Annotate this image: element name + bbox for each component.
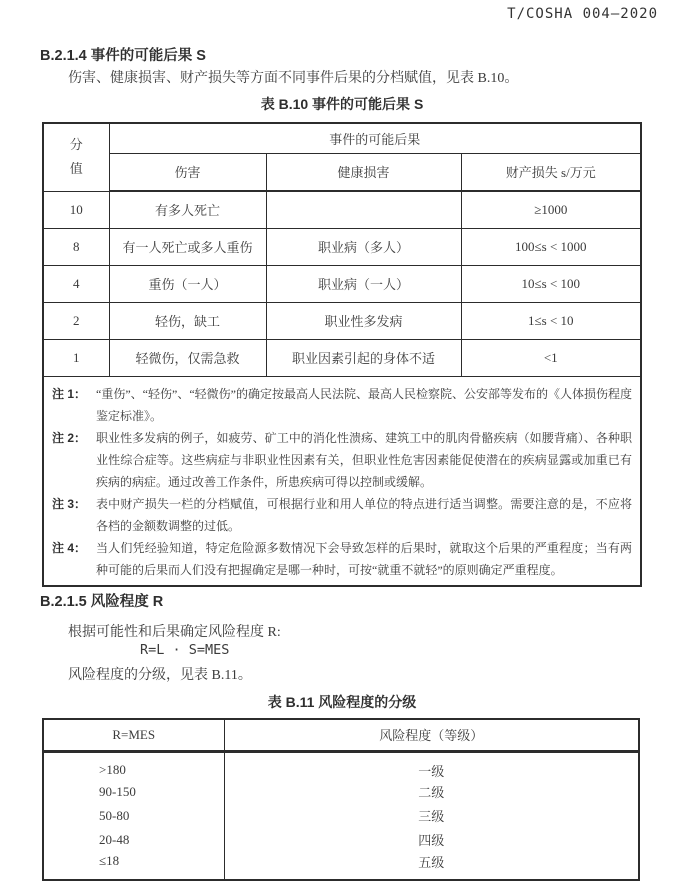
table-row bbox=[43, 265, 641, 302]
level-cell: 一级 bbox=[224, 751, 639, 780]
note-label: 注 1： bbox=[52, 386, 87, 401]
score-cell: 1 bbox=[43, 339, 109, 376]
loss-cell: <1 bbox=[461, 339, 641, 376]
note-text: 当人们凭经验知道，特定危险源多数情况下会导致怎样的后果时，就取这个后果的严重程度；当有两种可能的后果而人们没有把握确定是哪一种时，可按“就重不就轻”的原则确定严重程度。 bbox=[96, 540, 633, 577]
injury-cell: 轻伤，缺工 bbox=[109, 302, 266, 339]
section-heading-b215: B.2.1.5 风险程度 R bbox=[40, 594, 164, 610]
note-label: 注 3： bbox=[52, 496, 87, 511]
range-cell: 50-80 bbox=[43, 804, 224, 828]
header-group-cell: 事件的可能后果 bbox=[109, 123, 641, 153]
note-text: 职业性多发病的例子，如疲劳、矿工中的消化性溃疡、建筑工中的肌肉骨骼疾病（如腰背痛）、各种职业性综合症等。这些病症与非职业性因素有关，但职业性危害因素能促使潜在的疾病显露或加重已有疾病的病症。通过改善工作条件，所患疾病可得以控制或缓解。 bbox=[96, 430, 633, 489]
note-text: 表中财产损失一栏的分档赋值，可根据行业和用人单位的特点进行适当调整。需要注意的是，不应将各档的金额数调整的过低。 bbox=[96, 496, 633, 533]
health-cell: 职业性多发病 bbox=[266, 302, 461, 339]
header-score-cell bbox=[43, 123, 109, 191]
score-cell: 2 bbox=[43, 302, 109, 339]
health-cell: 职业病（多人） bbox=[266, 228, 461, 265]
note-item bbox=[52, 537, 632, 581]
level-cell: 二级 bbox=[224, 780, 639, 804]
injury-cell: 有多人死亡 bbox=[109, 191, 266, 228]
table-b11-caption: 表 B.11 风险程度的分级 bbox=[267, 694, 417, 710]
note-item bbox=[52, 427, 632, 493]
section-paragraph1-b215: 根据可能性和后果确定风险程度 R: bbox=[68, 625, 281, 640]
header-health-cell: 健康损害 bbox=[266, 153, 461, 191]
table-row bbox=[43, 228, 641, 265]
table-row bbox=[43, 852, 639, 880]
header-score-line1: 分 bbox=[69, 136, 83, 152]
health-cell: 职业病（一人） bbox=[266, 265, 461, 302]
table-row-notes bbox=[43, 376, 641, 586]
score-cell: 10 bbox=[43, 191, 109, 228]
score-cell: 8 bbox=[43, 228, 109, 265]
level-cell: 五级 bbox=[224, 852, 639, 880]
header-level-cell: 风险程度（等级） bbox=[224, 719, 639, 751]
loss-cell: 1≤s < 10 bbox=[461, 302, 641, 339]
range-cell: 20-48 bbox=[43, 828, 224, 852]
table-row bbox=[43, 780, 639, 804]
loss-cell: ≥1000 bbox=[461, 191, 641, 228]
level-cell: 四级 bbox=[224, 828, 639, 852]
table-row bbox=[43, 339, 641, 376]
header-injury-cell: 伤害 bbox=[109, 153, 266, 191]
section-paragraph2-b215: 风险程度的分级，见表 B.11。 bbox=[68, 668, 252, 683]
note-label: 注 2： bbox=[52, 430, 87, 445]
notes-cell bbox=[43, 376, 641, 586]
header-score-line2: 值 bbox=[69, 161, 83, 177]
note-item bbox=[52, 493, 632, 537]
range-cell: 90-150 bbox=[43, 780, 224, 804]
risk-formula: R=L · S=MES bbox=[140, 642, 230, 658]
table-row bbox=[43, 751, 639, 780]
header-loss-cell: 财产损失 s/万元 bbox=[461, 153, 641, 191]
range-cell: ≤18 bbox=[43, 852, 224, 880]
section-heading-b214: B.2.1.4 事件的可能后果 S bbox=[40, 48, 206, 64]
injury-cell: 轻微伤，仅需急救 bbox=[109, 339, 266, 376]
injury-cell: 有一人死亡或多人重伤 bbox=[109, 228, 266, 265]
doc-number: T/COSHA 004—2020 bbox=[507, 6, 658, 22]
table-row bbox=[43, 302, 641, 339]
loss-cell: 100≤s < 1000 bbox=[461, 228, 641, 265]
table-b10-caption: 表 B.10 事件的可能后果 S bbox=[260, 96, 424, 112]
table-row-header bbox=[43, 719, 639, 751]
note-text: “重伤”、“轻伤”、“轻微伤”的确定按最高人民法院、最高人民检察院、公安部等发布的《人体损伤程度鉴定标准》。 bbox=[96, 386, 633, 423]
loss-cell: 10≤s < 100 bbox=[461, 265, 641, 302]
table-row bbox=[43, 191, 641, 228]
table-row-header-sub bbox=[43, 153, 641, 191]
injury-cell: 重伤（一人） bbox=[109, 265, 266, 302]
note-label: 注 4： bbox=[52, 540, 87, 555]
section-paragraph-b214: 伤害、健康损害、财产损失等方面不同事件后果的分档赋值，见表 B.10。 bbox=[68, 71, 519, 86]
level-cell: 三级 bbox=[224, 804, 639, 828]
table-b10 bbox=[42, 122, 642, 587]
table-row bbox=[43, 804, 639, 828]
header-range-cell: R=MES bbox=[43, 719, 224, 751]
health-cell bbox=[266, 191, 461, 228]
note-item bbox=[52, 383, 632, 427]
table-row bbox=[43, 828, 639, 852]
table-row-header-group bbox=[43, 123, 641, 153]
score-cell: 4 bbox=[43, 265, 109, 302]
range-cell: >180 bbox=[43, 751, 224, 780]
table-b11 bbox=[42, 718, 640, 881]
health-cell: 职业因素引起的身体不适 bbox=[266, 339, 461, 376]
